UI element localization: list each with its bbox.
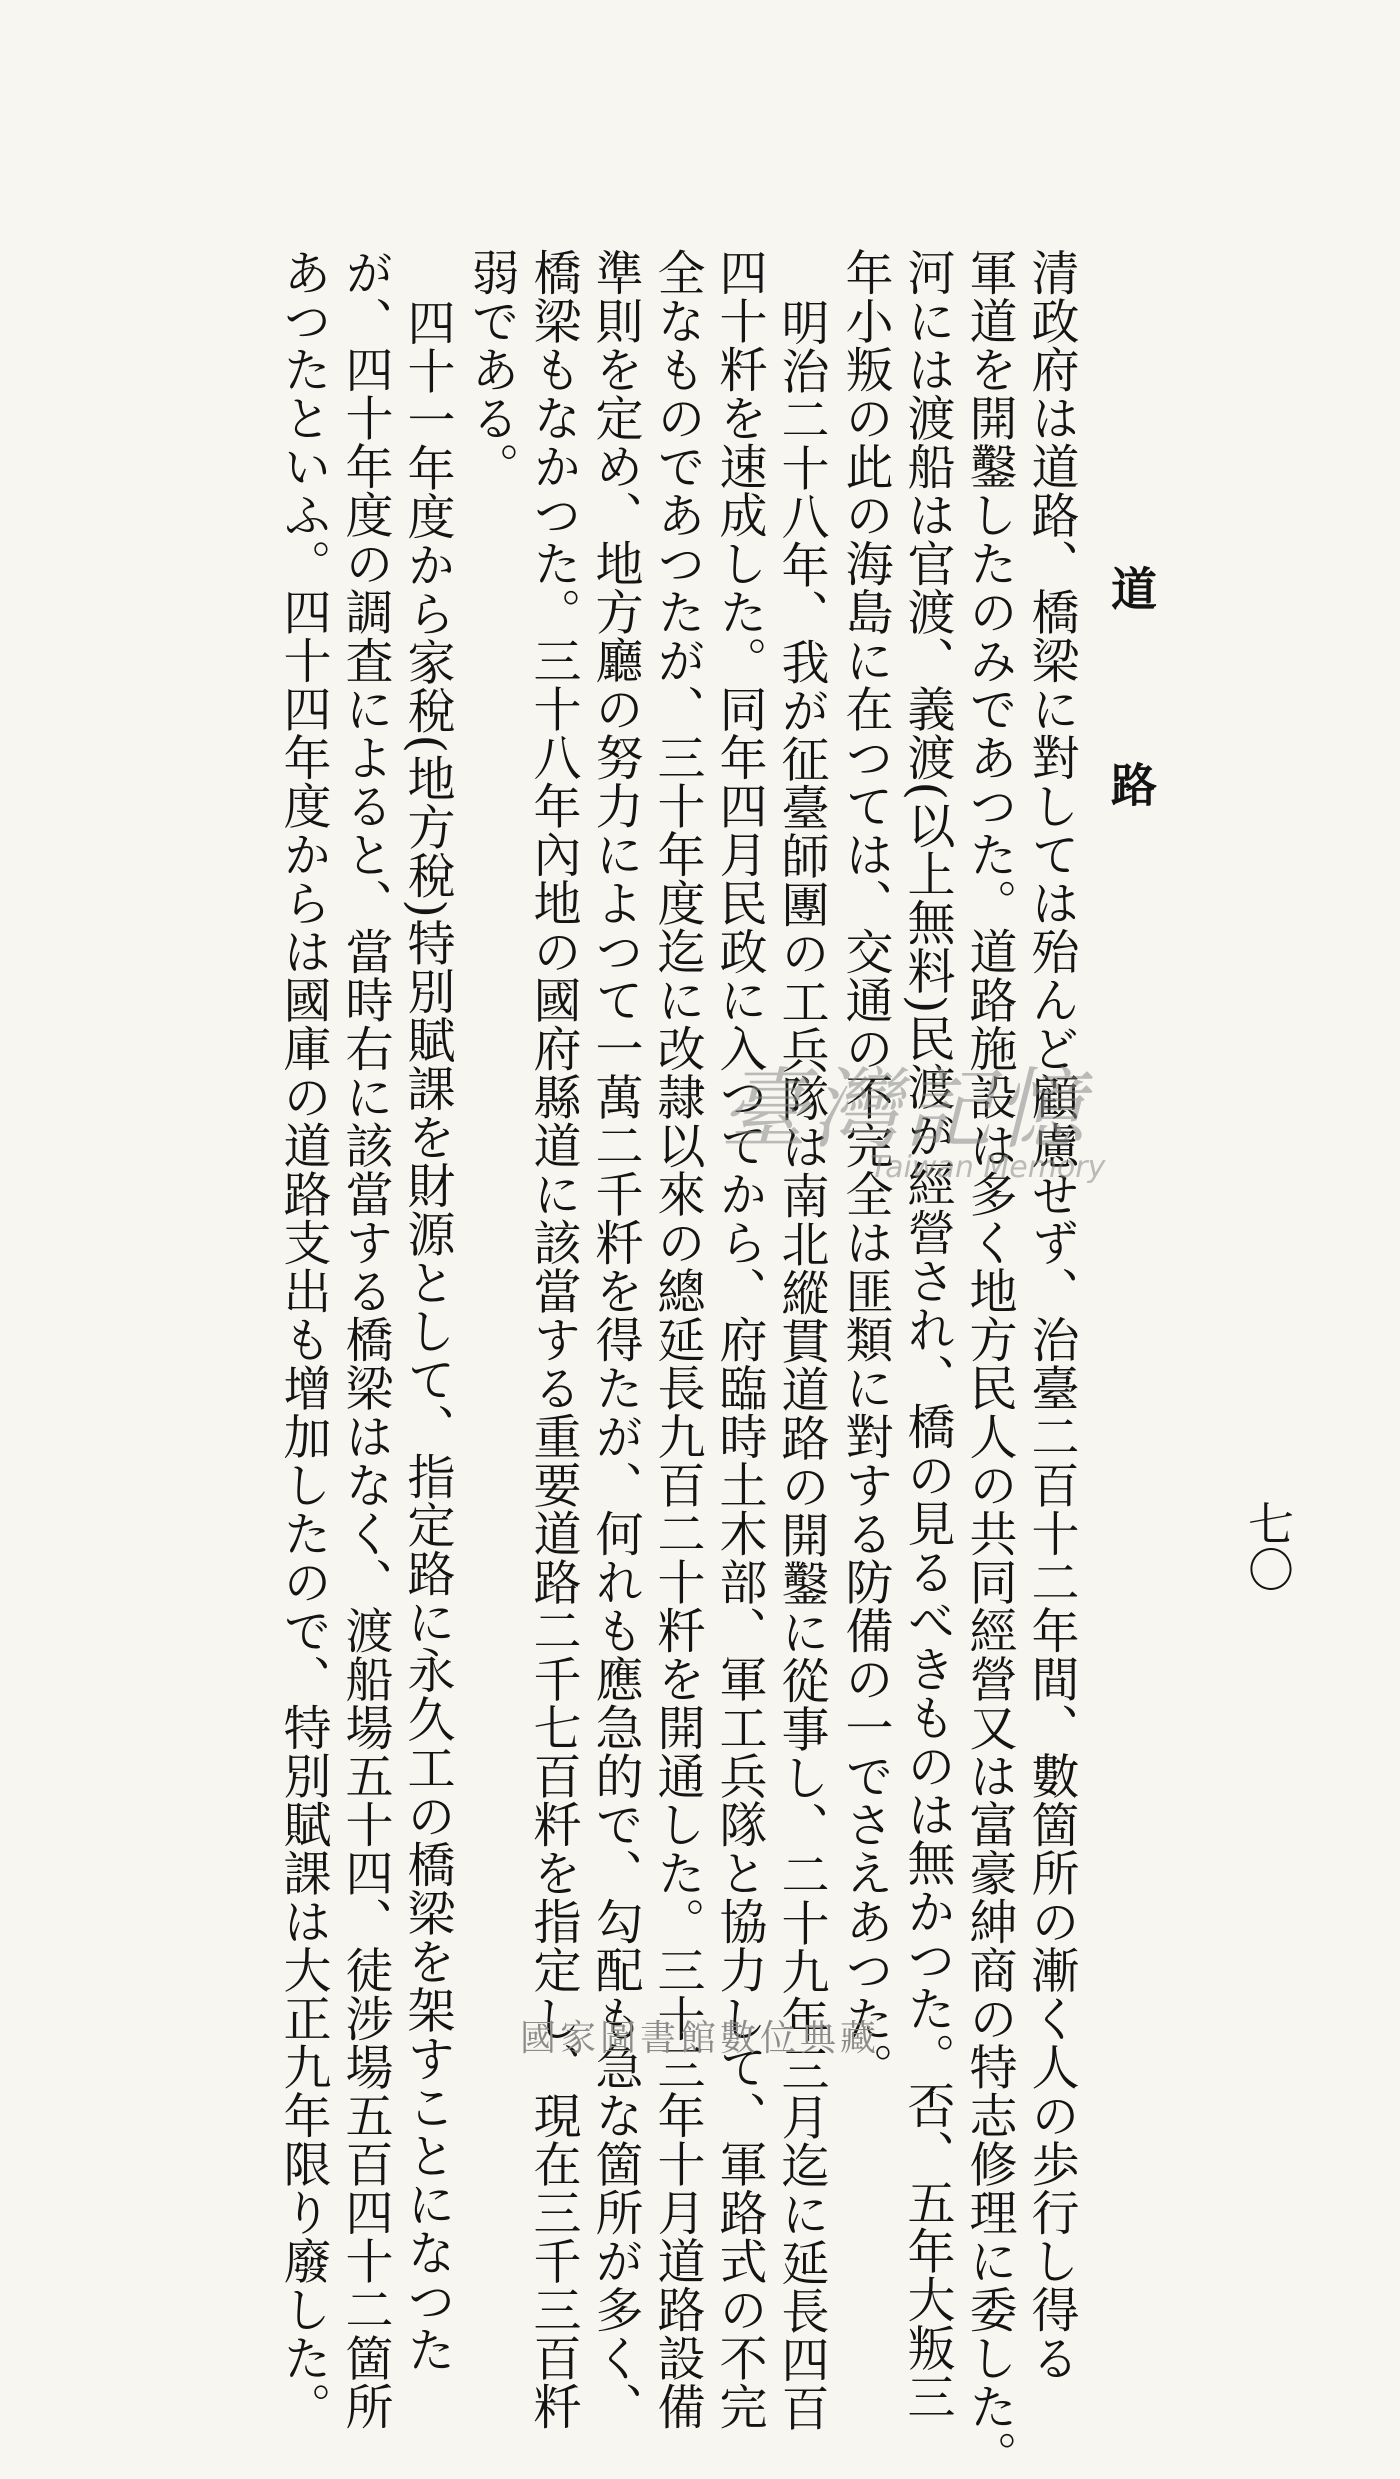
text-column-4: 年小叛の此の海島に在つては、交通の不完全は匪類に對する防備の一でさえあつた。 [837,248,893,2091]
watermark-main-text: 臺灣記憶 [720,1058,1089,1161]
page-number: 七〇 [1241,1500,1295,1592]
text-column-9: 橋梁もなかつた。三十八年內地の國府縣道に該當する重要道路二千七百粁を指定し、現在三千三百粁 [525,248,581,2431]
text-column-1: 清政府は道路、橋梁に對しては殆んど顧慮せず、治臺二百十二年間、數箇所の漸く人の歩行し得る [1023,248,1079,2382]
watermark-logo [700,1040,1140,1190]
text-column-7: 全なものであつたが、三十年度迄に改隷以來の總延長九百二十粁を開通した。三十三年十月道路設備 [649,248,705,2431]
text-column-13: あつたといふ。四十四年度からは國庫の道路支出も增加したので、特別賦課は大正九年限り廢した。 [275,248,331,2431]
page-title: 道路 [1104,565,1158,957]
text-column-8: 準則を定め、地方廳の努力によつて一萬二千粁を得たが、何れも應急的で、勾配も急な箇所が多く、 [587,248,643,2431]
source-footer: 國家圖書館數位典藏 [519,2018,880,2059]
text-column-3: 河には渡船は官渡、義渡(以上無料)民渡が經營され、橋の見るべきものは無かつた。否、五年大叛三 [899,248,955,2421]
text-column-5: 明治二十八年、我が征臺師團の工兵隊は南北縱貫道路の開鑿に從事し、二十九年三月迄に延長四百 [773,298,829,2432]
text-column-6: 四十粁を速成した。同年四月民政に入つてから、府臨時土木部、軍工兵隊と協力して、軍路式の不完 [711,248,767,2431]
text-column-11: 四十一年度から家稅(地方稅)特別賦課を財源として、指定路に永久工の橋梁を架すことになつた [399,298,455,2374]
text-column-12: が、四十年度の調査によると、當時右に該當する橋梁はなく、渡船場五十四、徒涉場五百四十二箇所 [337,248,393,2431]
watermark-sub-text: Taiwan Memory [870,1150,1106,1185]
text-column-2: 軍道を開鑿したのみであつた。道路施設は多く地方民人の共同經營又は富豪紳商の特志修理に委した。 [961,248,1017,2479]
text-column-10: 弱である。 [463,248,519,491]
